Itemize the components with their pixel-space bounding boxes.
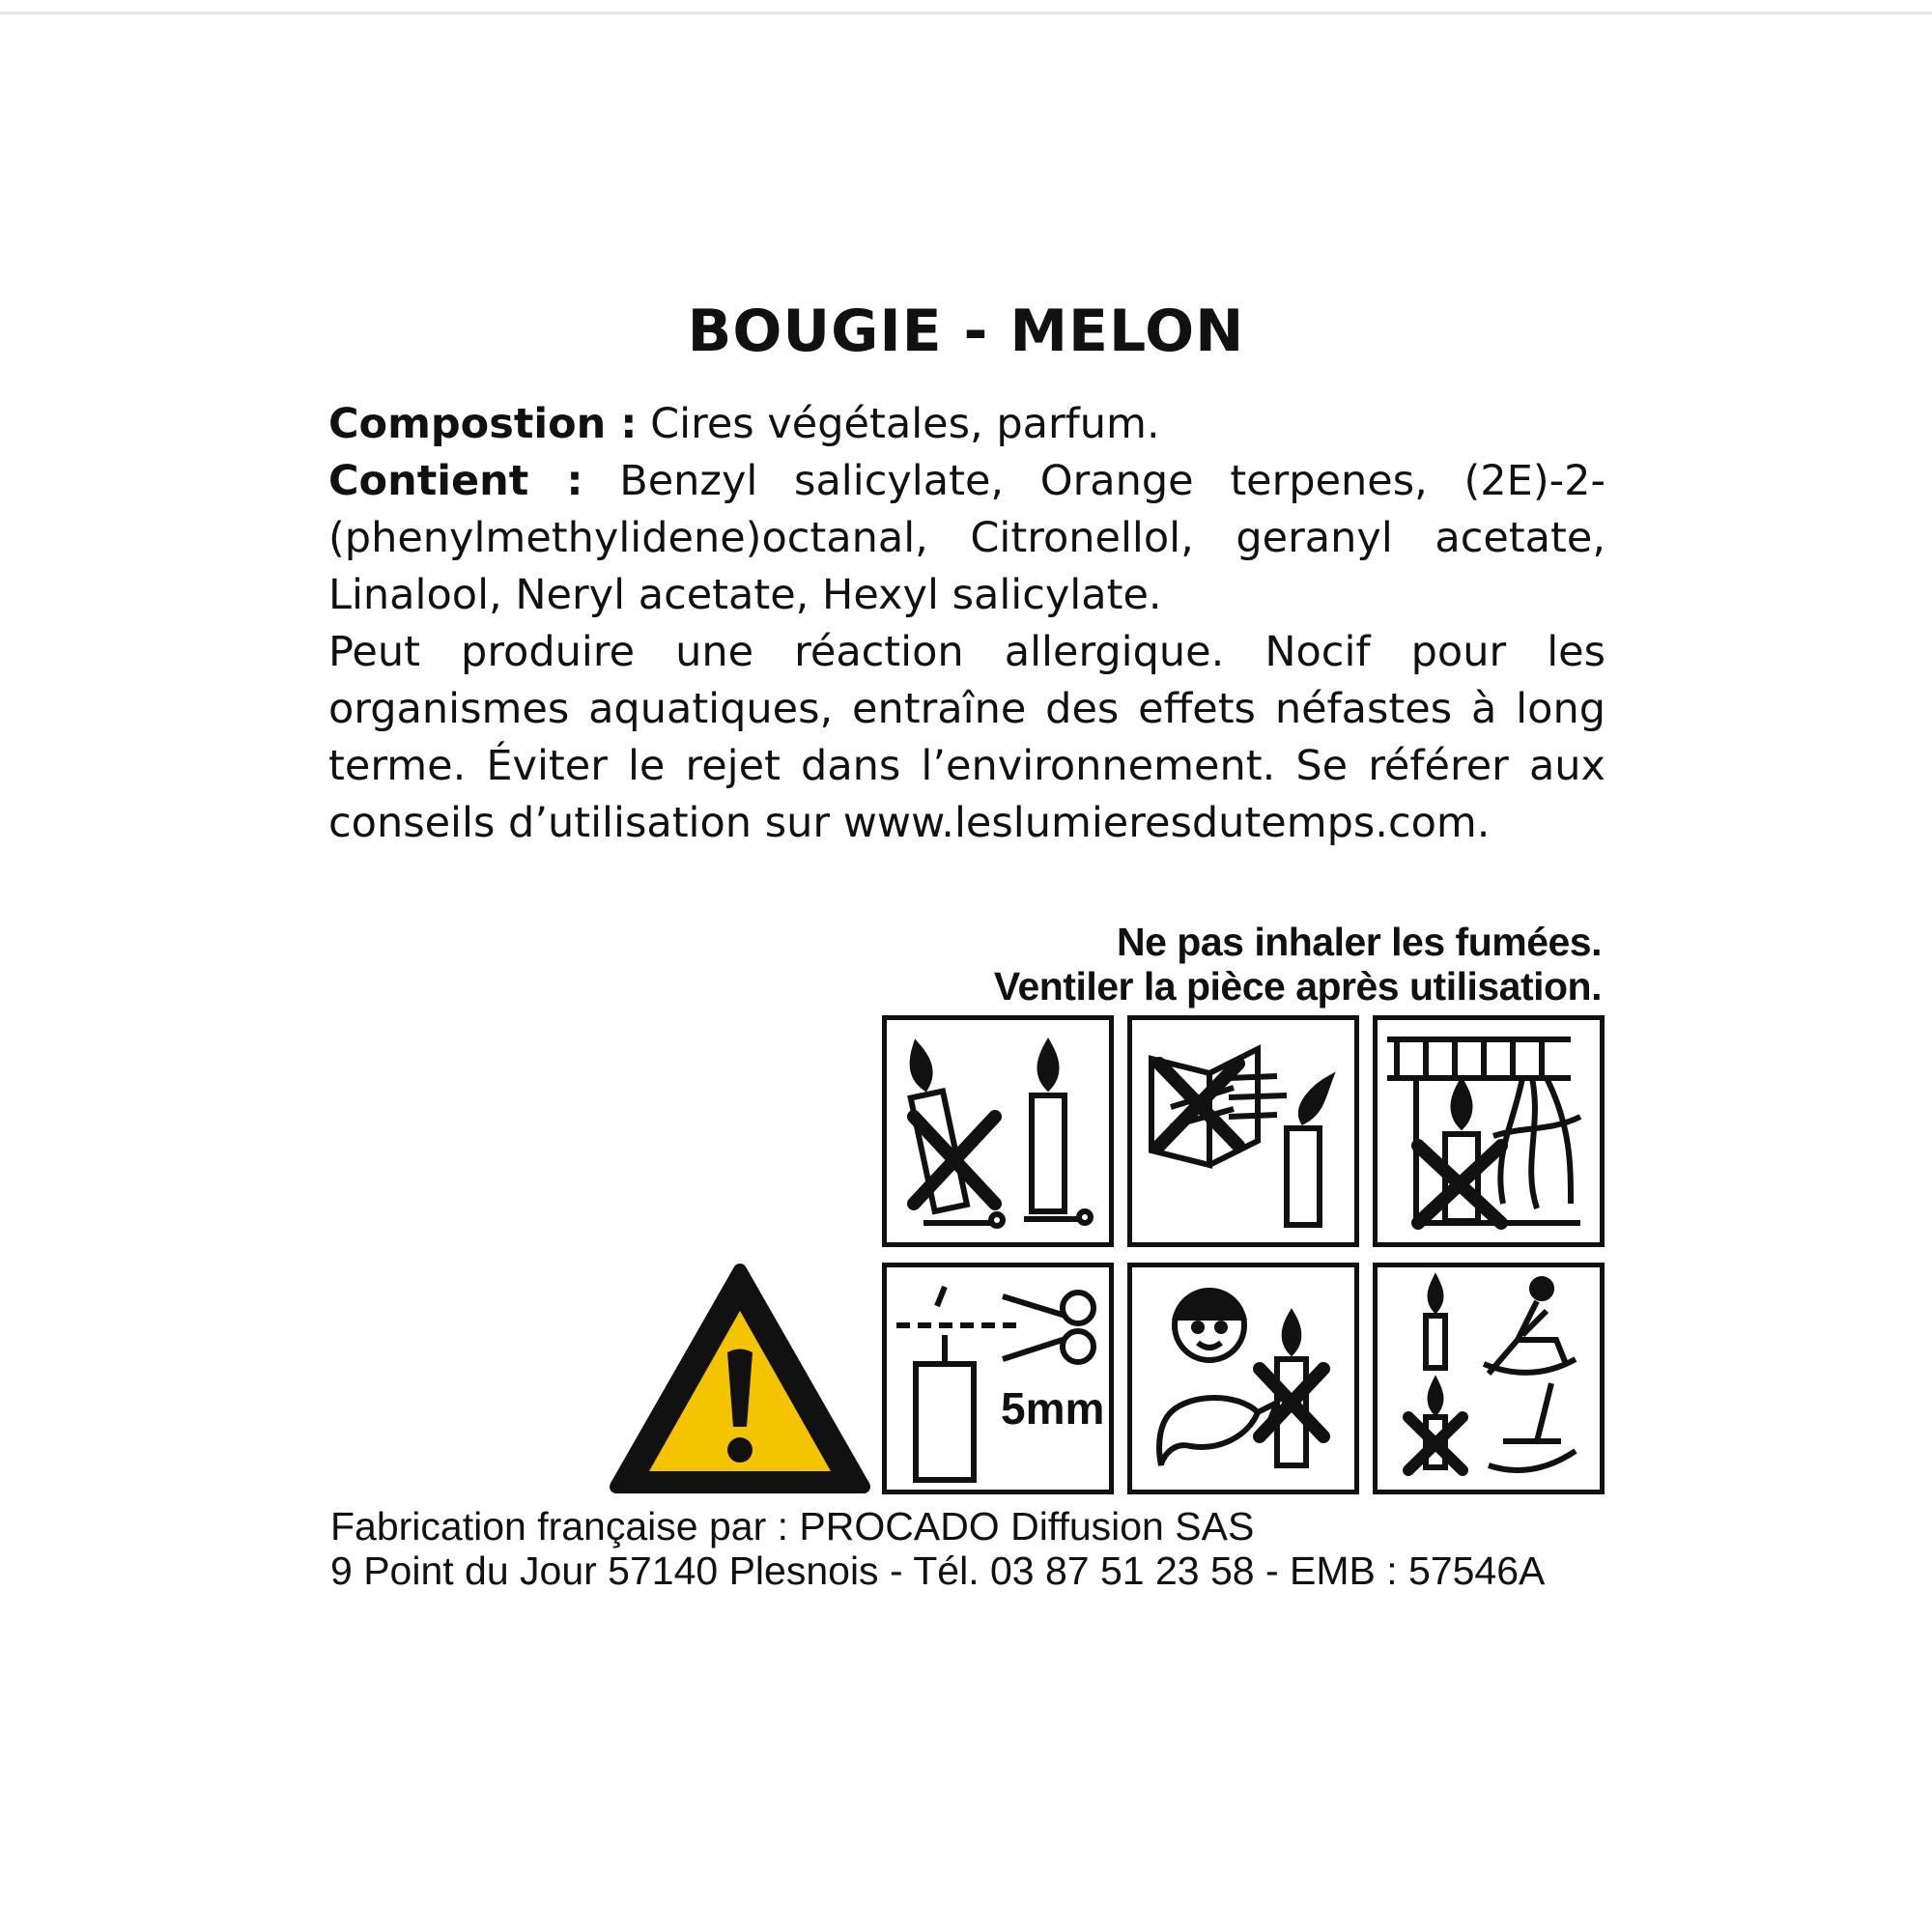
- pictogram-children-pets: [1127, 1263, 1359, 1494]
- composition-line: [328, 396, 1605, 453]
- contains-text: Benzyl salicylate, Orange terpenes, (2E)-2-(phenylmethylidene)octanal, Citronellol, geranyl acetate, Linalool, Neryl acetate, Hexyl salicylate.: [328, 457, 1605, 619]
- top-border: [0, 12, 1932, 14]
- manufacturer-line1: Fabrication française par : PROCADO Diffusion SAS: [330, 1504, 1255, 1548]
- warning-triangle-icon: [609, 1261, 871, 1496]
- smoke-warning-line2: Ventiler la pièce après utilisation.: [993, 964, 1602, 1009]
- wick-length-label: 5mm: [1001, 1383, 1105, 1434]
- warning-text: Peut produire une réaction allergique. Nocif pour les organismes aquatiques, entraîne des effets néfastes à long terme. Éviter le rejet dans l’environnement. Se référer aux conseils d’utilisation sur www.leslumieresdutemps.com.: [328, 628, 1605, 847]
- smoke-warning: [994, 920, 1602, 1009]
- pictogram-unattended: [1373, 1263, 1605, 1494]
- contains-label: Contient :: [328, 457, 583, 505]
- composition-label: Compostion :: [328, 400, 638, 448]
- manufacturer-info: [330, 1504, 1615, 1593]
- contains-line: [328, 453, 1605, 624]
- trim-wick-icon: [887, 1267, 1109, 1490]
- smoke-warning-line1: Ne pas inhaler les fumées.: [1116, 920, 1602, 964]
- pictogram-upright: [882, 1015, 1114, 1247]
- candle-upright-icon: [887, 1020, 1109, 1242]
- no-curtain-icon: [1378, 1020, 1600, 1242]
- pictogram-no-draft: [1127, 1015, 1359, 1247]
- label-text: [328, 396, 1605, 852]
- product-title: BOUGIE - MELON: [687, 298, 1245, 365]
- manufacturer-line2: 9 Point du Jour 57140 Plesnois - Tél. 03 87 51 23 58 - EMB : 57546A: [330, 1548, 1546, 1593]
- pictogram-trim-wick: [882, 1263, 1114, 1494]
- keep-from-children-pets-icon: [1132, 1267, 1354, 1490]
- safety-pictograms: [882, 1015, 1605, 1494]
- composition-text: Cires végétales, parfum.: [650, 400, 1160, 448]
- pictogram-no-curtain: [1373, 1015, 1605, 1247]
- no-draft-icon: [1132, 1020, 1354, 1242]
- do-not-leave-unattended-icon: [1378, 1267, 1600, 1490]
